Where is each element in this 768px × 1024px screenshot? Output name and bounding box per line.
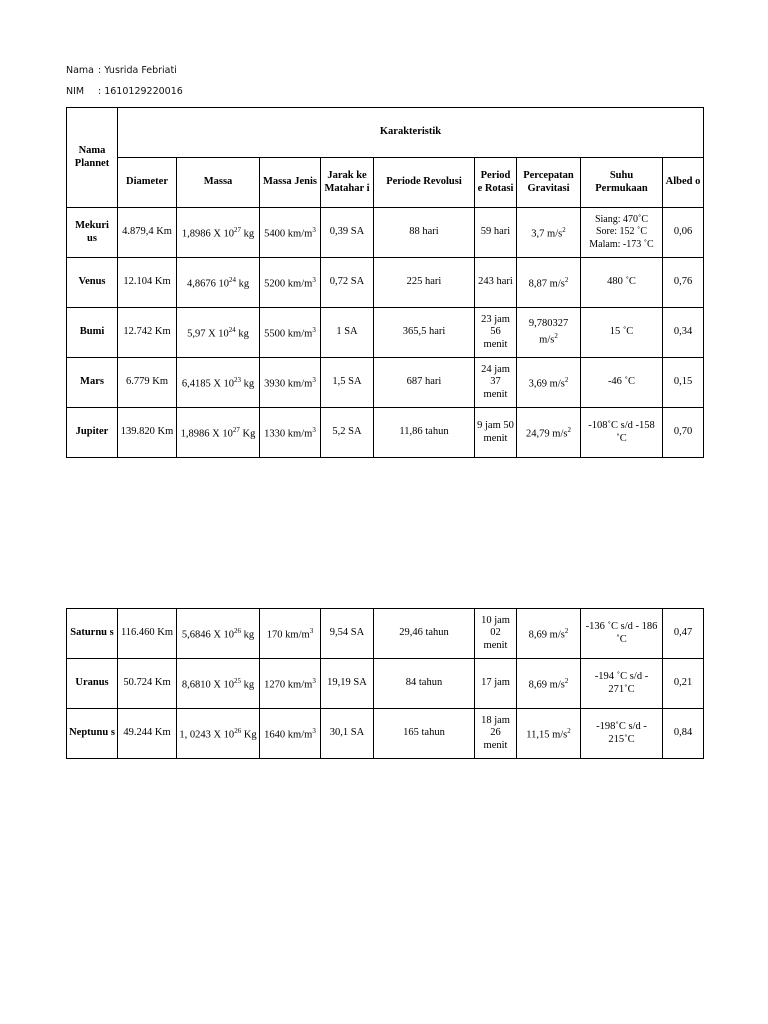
massa-unit: kg bbox=[235, 328, 249, 340]
albedo-cell bbox=[663, 208, 704, 258]
rotasi-value: 18 jam 26 menit bbox=[481, 714, 510, 751]
massa-jenis-value: 1270 km/m bbox=[264, 679, 313, 691]
col-header-gravitasi: Percepatan Gravitasi bbox=[517, 158, 581, 208]
jarak-value: 9,54 SA bbox=[329, 627, 365, 639]
albedo-value: 0,76 bbox=[673, 276, 693, 288]
exponent: 3 bbox=[312, 426, 316, 434]
diameter-cell bbox=[118, 208, 177, 258]
planet-name bbox=[67, 408, 118, 458]
jarak-value: 19,19 SA bbox=[327, 677, 367, 689]
exponent: 2 bbox=[562, 226, 566, 234]
planet-name bbox=[67, 358, 118, 408]
albedo-value: 0,70 bbox=[673, 426, 693, 438]
albedo-value: 0,47 bbox=[673, 627, 693, 639]
diameter-value: 6.779 Km bbox=[126, 376, 168, 388]
massa-jenis-cell bbox=[260, 358, 321, 408]
massa-jenis-value: 5500 km/m bbox=[264, 328, 313, 340]
diameter-value: 139.820 Km bbox=[120, 426, 174, 438]
revolusi-value: 225 hari bbox=[406, 276, 442, 288]
col-header-revolusi: Periode Revolusi bbox=[374, 158, 475, 208]
col-header-albedo: Albed o bbox=[663, 158, 704, 208]
massa-cell bbox=[177, 408, 260, 458]
planet-name bbox=[67, 308, 118, 358]
planet-name bbox=[67, 208, 118, 258]
revolusi-cell bbox=[374, 208, 475, 258]
jarak-value: 5,2 SA bbox=[332, 426, 362, 438]
planet-name-text: Saturnu s bbox=[70, 627, 114, 639]
suhu-cell bbox=[581, 208, 663, 258]
rotasi-cell bbox=[475, 609, 517, 659]
exponent: 2 bbox=[567, 426, 571, 434]
massa-cell bbox=[177, 208, 260, 258]
diameter-cell bbox=[118, 308, 177, 358]
revolusi-value: 84 tahun bbox=[405, 677, 443, 689]
revolusi-value: 687 hari bbox=[406, 376, 442, 388]
albedo-cell bbox=[663, 609, 704, 659]
student-name bbox=[66, 65, 177, 76]
planet-name-text: Jupiter bbox=[75, 426, 109, 438]
massa-jenis-value: 3930 km/m bbox=[264, 378, 313, 390]
planet-table-main bbox=[66, 107, 704, 458]
student-nim bbox=[66, 86, 183, 97]
massa-value: 1,8986 X 10 bbox=[180, 428, 233, 440]
rotasi-cell bbox=[475, 709, 517, 759]
suhu-line: -108˚C s/d -158 ˚C bbox=[588, 420, 655, 444]
revolusi-cell bbox=[374, 308, 475, 358]
massa-jenis-cell bbox=[260, 258, 321, 308]
suhu-line: -46 ˚C bbox=[607, 376, 636, 388]
suhu-line: 15 ˚C bbox=[609, 326, 634, 338]
gravitasi-cell bbox=[517, 609, 581, 659]
suhu-line: Sore: 152 ˚C bbox=[595, 226, 648, 238]
massa-value: 8,6810 X 10 bbox=[181, 679, 235, 691]
diameter-cell bbox=[118, 709, 177, 759]
exponent: 27 bbox=[234, 226, 242, 234]
jarak-value: 0,72 SA bbox=[329, 276, 365, 288]
albedo-value: 0,34 bbox=[673, 326, 693, 338]
jarak-cell bbox=[321, 358, 374, 408]
exponent: 3 bbox=[312, 677, 316, 685]
col-header-massa: Massa bbox=[177, 158, 260, 208]
massa-unit: kg bbox=[241, 629, 255, 641]
massa-jenis-value: 170 km/m bbox=[266, 629, 310, 641]
massa-jenis-value: 1330 km/m bbox=[264, 428, 313, 440]
massa-jenis-cell bbox=[260, 709, 321, 759]
massa-cell bbox=[177, 609, 260, 659]
massa-jenis-value: 5200 km/m bbox=[264, 278, 313, 290]
exponent: 24 bbox=[228, 326, 236, 334]
massa-value: 1,8986 X 10 bbox=[181, 228, 235, 240]
rotasi-value: 10 jam 02 menit bbox=[481, 614, 510, 651]
rotasi-cell bbox=[475, 308, 517, 358]
jarak-value: 0,39 SA bbox=[329, 226, 365, 238]
suhu-cell bbox=[581, 258, 663, 308]
revolusi-cell bbox=[374, 709, 475, 759]
planet-row bbox=[67, 358, 704, 408]
massa-unit: kg bbox=[235, 278, 250, 290]
suhu-line: Malam: -173 ˚C bbox=[589, 238, 654, 250]
albedo-value: 0,21 bbox=[673, 677, 693, 689]
massa-value: 4,8676 10 bbox=[186, 278, 229, 290]
planet-row bbox=[67, 258, 704, 308]
massa-jenis-cell bbox=[260, 308, 321, 358]
revolusi-cell bbox=[374, 659, 475, 709]
gravitasi-value: 3,7 m/s bbox=[531, 228, 563, 240]
suhu-cell bbox=[581, 308, 663, 358]
planet-row bbox=[67, 408, 704, 458]
exponent: 2 bbox=[564, 276, 569, 284]
revolusi-value: 11,86 tahun bbox=[399, 426, 449, 438]
suhu-line: 480 ˚C bbox=[607, 276, 636, 288]
jarak-cell bbox=[321, 709, 374, 759]
gravitasi-value: 3,69 m/s bbox=[528, 378, 565, 390]
massa-value: 5,6846 X 10 bbox=[181, 629, 235, 641]
massa-jenis-cell bbox=[260, 408, 321, 458]
massa-unit: Kg bbox=[241, 729, 257, 741]
suhu-cell bbox=[581, 609, 663, 659]
exponent: 2 bbox=[554, 332, 558, 341]
exponent: 24 bbox=[228, 276, 236, 284]
revolusi-cell bbox=[374, 609, 475, 659]
gravitasi-value: 8,87 m/s bbox=[528, 278, 565, 290]
massa-unit: kg bbox=[241, 679, 255, 691]
planet-name-text: Bumi bbox=[79, 326, 105, 338]
gravitasi-value: 9,780327 m/s bbox=[528, 317, 569, 346]
exponent: 3 bbox=[312, 727, 316, 735]
exponent: 3 bbox=[312, 376, 316, 384]
exponent: 26 bbox=[234, 727, 242, 735]
planet-row bbox=[67, 208, 704, 258]
suhu-cell bbox=[581, 358, 663, 408]
exponent: 27 bbox=[232, 426, 240, 434]
rotasi-value: 23 jam 56 menit bbox=[481, 313, 510, 350]
rotasi-value: 17 jam bbox=[481, 677, 510, 689]
massa-value: 1, 0243 X 10 bbox=[179, 729, 235, 741]
albedo-value: 0,84 bbox=[673, 727, 693, 739]
exponent: 23 bbox=[234, 376, 242, 384]
header-karakteristik: Karakteristik bbox=[118, 108, 704, 158]
suhu-line: -198˚C s/d - 215˚C bbox=[596, 721, 647, 745]
name-label: Nama bbox=[66, 65, 95, 76]
jarak-cell bbox=[321, 208, 374, 258]
massa-cell bbox=[177, 358, 260, 408]
exponent: 25 bbox=[234, 677, 242, 685]
gravitasi-cell bbox=[517, 308, 581, 358]
revolusi-value: 365,5 hari bbox=[402, 326, 446, 338]
gravitasi-cell bbox=[517, 258, 581, 308]
diameter-value: 49.244 Km bbox=[123, 727, 171, 739]
header-planet-name: Nama Plannet bbox=[67, 108, 118, 208]
planet-name bbox=[67, 258, 118, 308]
revolusi-cell bbox=[374, 408, 475, 458]
massa-jenis-cell bbox=[260, 208, 321, 258]
gravitasi-value: 11,15 m/s bbox=[526, 729, 568, 741]
albedo-cell bbox=[663, 709, 704, 759]
gravitasi-cell bbox=[517, 408, 581, 458]
exponent: 26 bbox=[234, 627, 242, 635]
planet-name bbox=[67, 609, 118, 659]
rotasi-cell bbox=[475, 358, 517, 408]
rotasi-cell bbox=[475, 408, 517, 458]
jarak-cell bbox=[321, 609, 374, 659]
jarak-cell bbox=[321, 308, 374, 358]
revolusi-value: 29,46 tahun bbox=[399, 627, 449, 639]
jarak-cell bbox=[321, 408, 374, 458]
massa-cell bbox=[177, 659, 260, 709]
albedo-cell bbox=[663, 308, 704, 358]
massa-cell bbox=[177, 709, 260, 759]
gravitasi-value: 8,69 m/s bbox=[528, 629, 565, 641]
massa-cell bbox=[177, 308, 260, 358]
planet-table-continued bbox=[66, 608, 704, 759]
gravitasi-cell bbox=[517, 208, 581, 258]
gravitasi-value: 8,69 m/s bbox=[528, 679, 565, 691]
massa-unit: Kg bbox=[239, 428, 256, 440]
massa-jenis-cell bbox=[260, 659, 321, 709]
col-header-diameter: Diameter bbox=[118, 158, 177, 208]
massa-jenis-value: 5400 km/m bbox=[264, 228, 313, 240]
planet-name-text: Neptunu s bbox=[69, 727, 115, 739]
exponent: 2 bbox=[567, 727, 571, 735]
jarak-value: 30,1 SA bbox=[329, 727, 365, 739]
diameter-value: 4.879,4 Km bbox=[122, 226, 172, 238]
exponent: 2 bbox=[564, 677, 569, 685]
massa-unit: kg bbox=[241, 228, 255, 240]
revolusi-value: 165 tahun bbox=[403, 727, 445, 739]
planet-row bbox=[67, 659, 704, 709]
planet-name-text: Venus bbox=[78, 276, 106, 288]
diameter-value: 50.724 Km bbox=[123, 677, 171, 689]
gravitasi-cell bbox=[517, 358, 581, 408]
exponent: 3 bbox=[312, 326, 316, 334]
albedo-cell bbox=[663, 659, 704, 709]
jarak-value: 1,5 SA bbox=[332, 376, 362, 388]
rotasi-value: 243 hari bbox=[478, 276, 513, 288]
diameter-cell bbox=[118, 609, 177, 659]
massa-value: 5,97 X 10 bbox=[187, 328, 229, 340]
revolusi-cell bbox=[374, 258, 475, 308]
col-header-massa-jenis: Massa Jenis bbox=[260, 158, 321, 208]
diameter-value: 116.460 Km bbox=[120, 627, 174, 639]
albedo-value: 0,06 bbox=[673, 226, 693, 238]
rotasi-cell bbox=[475, 208, 517, 258]
planet-row bbox=[67, 308, 704, 358]
massa-cell bbox=[177, 258, 260, 308]
massa-jenis-value: 1640 km/m bbox=[264, 729, 313, 741]
diameter-cell bbox=[118, 659, 177, 709]
massa-value: 6,4185 X 10 bbox=[181, 378, 235, 390]
suhu-cell bbox=[581, 709, 663, 759]
diameter-value: 12.742 Km bbox=[123, 326, 171, 338]
gravitasi-cell bbox=[517, 709, 581, 759]
revolusi-cell bbox=[374, 358, 475, 408]
planet-name bbox=[67, 659, 118, 709]
exponent: 2 bbox=[564, 627, 569, 635]
exponent: 3 bbox=[312, 226, 316, 234]
diameter-value: 12.104 Km bbox=[123, 276, 171, 288]
gravitasi-cell bbox=[517, 659, 581, 709]
planet-name-text: Uranus bbox=[75, 677, 109, 689]
col-header-rotasi: Period e Rotasi bbox=[475, 158, 517, 208]
planet-row bbox=[67, 709, 704, 759]
planet-name-text: Mars bbox=[80, 376, 104, 388]
exponent: 3 bbox=[312, 276, 316, 284]
diameter-cell bbox=[118, 258, 177, 308]
rotasi-cell bbox=[475, 659, 517, 709]
col-header-jarak: Jarak ke Matahar i bbox=[321, 158, 374, 208]
albedo-value: 0,15 bbox=[673, 376, 693, 388]
diameter-cell bbox=[118, 358, 177, 408]
planet-name-text: Mekuri us bbox=[75, 220, 109, 244]
gravitasi-value: 24,79 m/s bbox=[526, 428, 568, 440]
albedo-cell bbox=[663, 358, 704, 408]
jarak-value: 1 SA bbox=[336, 326, 358, 338]
suhu-line: Siang: 470˚C bbox=[594, 213, 649, 225]
exponent: 3 bbox=[309, 627, 314, 635]
albedo-cell bbox=[663, 408, 704, 458]
name-value: : Yusrida Febriati bbox=[98, 65, 177, 76]
diameter-cell bbox=[118, 408, 177, 458]
jarak-cell bbox=[321, 258, 374, 308]
rotasi-value: 24 jam 37 menit bbox=[481, 363, 510, 400]
planet-name bbox=[67, 709, 118, 759]
suhu-line: -136 ˚C s/d - 186 ˚C bbox=[585, 621, 658, 645]
jarak-cell bbox=[321, 659, 374, 709]
nim-label: NIM bbox=[66, 86, 85, 97]
col-header-suhu: Suhu Permukaan bbox=[581, 158, 663, 208]
suhu-cell bbox=[581, 659, 663, 709]
exponent: 2 bbox=[564, 376, 569, 384]
suhu-cell bbox=[581, 408, 663, 458]
massa-unit: kg bbox=[241, 378, 255, 390]
suhu-line: -194 ˚C s/d - 271˚C bbox=[594, 671, 649, 695]
revolusi-value: 88 hari bbox=[409, 226, 439, 238]
nim-value: : 1610129220016 bbox=[98, 86, 183, 97]
massa-jenis-cell bbox=[260, 609, 321, 659]
rotasi-value: 59 hari bbox=[480, 226, 511, 238]
planet-row bbox=[67, 609, 704, 659]
albedo-cell bbox=[663, 258, 704, 308]
rotasi-value: 9 jam 50 menit bbox=[477, 420, 514, 444]
rotasi-cell bbox=[475, 258, 517, 308]
